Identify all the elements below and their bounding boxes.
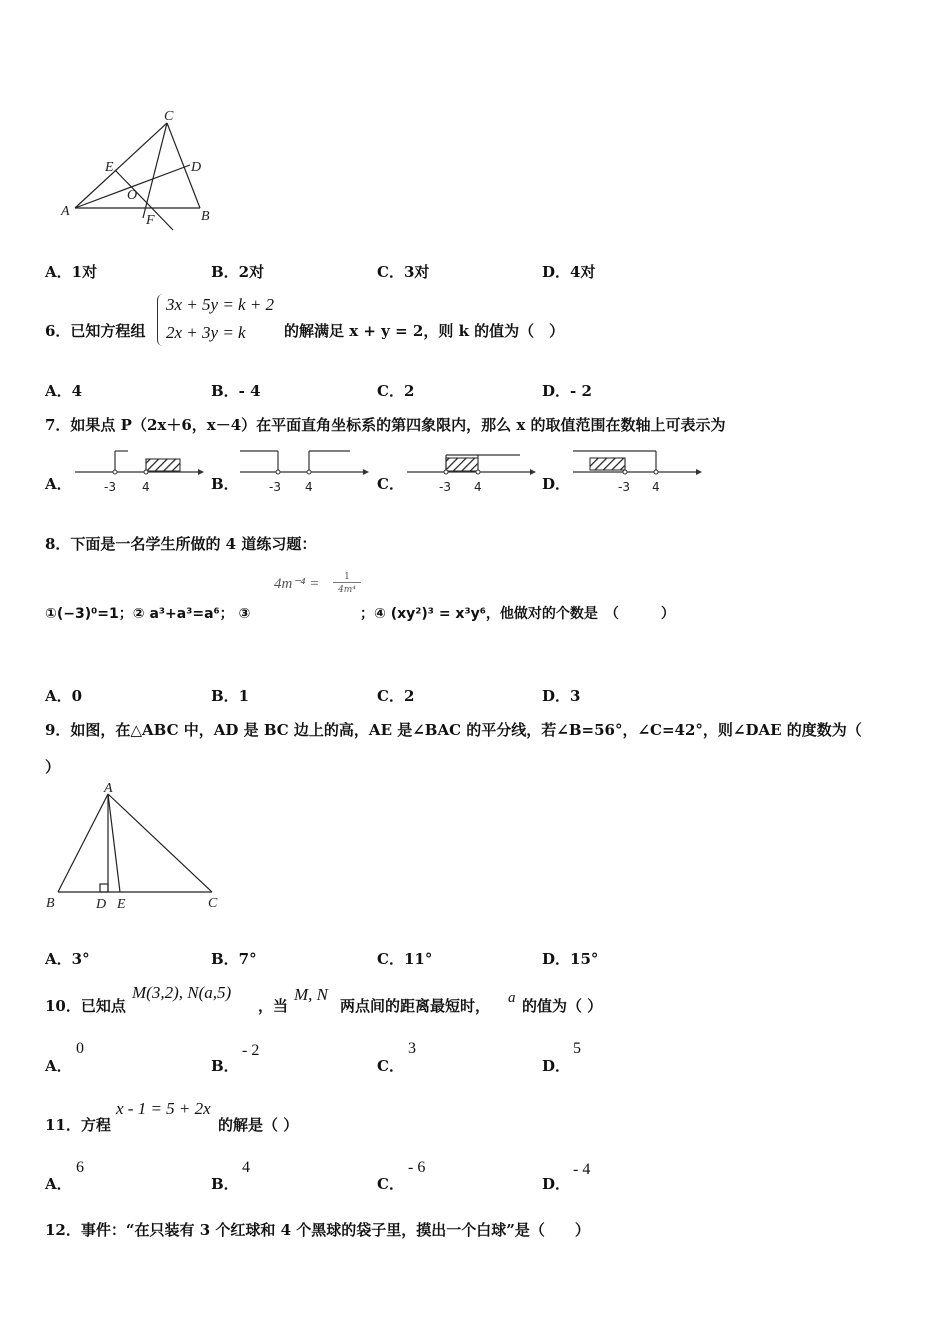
q9-stem-line-1: 9．如图，在△ABC 中，AD 是 BC 边上的高，AE 是∠BAC 的平分线，若∠B=56°，∠C=42°，则∠DAE 的度数为（	[45, 721, 862, 739]
q10-mn: M, N	[294, 985, 328, 1004]
number-line-d[interactable]	[568, 445, 703, 497]
q11-stem-suffix: 的解是（ ）	[218, 1116, 299, 1134]
q10-stem-prefix: 10．已知点	[45, 997, 126, 1015]
q10-points: M(3,2), N(a,5)	[132, 983, 232, 1002]
q10-option-d-letter[interactable]: D．	[542, 1057, 571, 1075]
q6-option-b[interactable]: B．- 4	[211, 382, 261, 400]
q6-brace	[157, 294, 164, 346]
tick-label-4: 4	[652, 480, 660, 494]
fig-label-d: D	[191, 160, 202, 175]
q10-a-var: a	[508, 990, 516, 1006]
q6-stem-suffix: 的解满足 x + y = 2，则 k 的值为（ ）	[284, 322, 565, 340]
q10-option-c-value: 3	[408, 1040, 416, 1057]
q6-equation-1: 3x + 5y = k + 2	[166, 295, 275, 314]
q8-items-2: ；④ (xy²)³ = x³y⁶，他做对的个数是 （ ）	[360, 606, 675, 622]
tick-label-neg3: -3	[618, 480, 630, 494]
q10-stem-suffix-1: 两点间的距离最短时，	[340, 997, 491, 1015]
q9-option-c[interactable]: C．11°	[377, 950, 433, 968]
tick-label-neg3: -3	[269, 480, 281, 494]
number-line-a[interactable]	[70, 445, 205, 497]
q9-option-b[interactable]: B．7°	[211, 950, 257, 968]
q8-items: ①(−3)⁰=1；② a³+a³=a⁶； ③	[45, 606, 251, 622]
q10-option-d-value: 5	[573, 1040, 581, 1057]
tick-label-4: 4	[305, 480, 313, 494]
q10-option-a-letter[interactable]: A．	[45, 1057, 72, 1075]
q11-option-b-letter[interactable]: B．	[211, 1175, 239, 1193]
q6-option-c[interactable]: C．2	[377, 382, 415, 400]
q10-stem-suffix-2: 的值为（ ）	[522, 997, 603, 1015]
q7-option-b-letter[interactable]: B．	[211, 475, 239, 493]
q7-option-d-letter[interactable]: D．	[542, 475, 571, 493]
q10-option-b-letter[interactable]: B．	[211, 1057, 239, 1075]
triangle-figure-q9	[40, 780, 230, 915]
q9-stem-line-2: ）	[45, 758, 61, 776]
q10-stem-mid: ，当	[258, 997, 289, 1015]
q7-option-c-letter[interactable]: C．	[377, 475, 404, 493]
q11-option-c-value: - 6	[408, 1159, 426, 1176]
q10-option-c-letter[interactable]: C．	[377, 1057, 404, 1075]
q8-option-a[interactable]: A．0	[45, 687, 83, 705]
q10-option-b-value: - 2	[242, 1042, 260, 1059]
fig-label-a: A	[61, 204, 70, 219]
q11-option-a-value: 6	[76, 1159, 84, 1176]
q8-formula-denominator: 4m⁴	[338, 585, 356, 595]
q8-formula-left: 4m⁻⁴ =	[274, 576, 320, 592]
q8-option-d[interactable]: D．3	[542, 687, 581, 705]
tick-label-4: 4	[474, 480, 482, 494]
number-line-c[interactable]	[402, 445, 537, 497]
tick-label-neg3: -3	[439, 480, 451, 494]
q8-stem: 8．下面是一名学生所做的 4 道练习题：	[45, 535, 317, 553]
q10-option-a-value: 0	[76, 1040, 84, 1057]
q11-equation: x - 1 = 5 + 2x	[116, 1099, 211, 1118]
fig-label-b: B	[201, 209, 210, 224]
triangle-figure-q5	[55, 105, 235, 235]
q12-stem: 12．事件：“在只装有 3 个红球和 4 个黑球的袋子里，摸出一个白球”是（ ）	[45, 1221, 590, 1239]
q11-option-b-value: 4	[242, 1159, 250, 1176]
q11-option-d-value: - 4	[573, 1161, 591, 1178]
fig-label-e: E	[105, 160, 114, 175]
q7-option-a-letter[interactable]: A．	[45, 475, 72, 493]
q6-option-a[interactable]: A．4	[45, 382, 83, 400]
q6-equation-2: 2x + 3y = k	[166, 323, 246, 342]
fig-label-c: C	[208, 896, 218, 911]
q11-option-a-letter[interactable]: A．	[45, 1175, 72, 1193]
q6-option-d[interactable]: D．- 2	[542, 382, 592, 400]
fig-label-b: B	[46, 896, 55, 911]
q7-stem: 7．如果点 P（2x＋6，x－4）在平面直角坐标系的第四象限内，那么 x 的取值范围在数轴上可表示为	[45, 416, 726, 434]
q5-option-a[interactable]: A．1对	[45, 263, 98, 281]
q6-stem-prefix: 6．已知方程组	[45, 322, 146, 340]
q11-stem-prefix: 11．方程	[45, 1116, 111, 1134]
q8-option-b[interactable]: B．1	[211, 687, 250, 705]
q5-option-b[interactable]: B．2对	[211, 263, 265, 281]
fig-label-c: C	[164, 109, 174, 124]
q8-formula-numerator: 1	[333, 572, 361, 583]
q8-option-c[interactable]: C．2	[377, 687, 415, 705]
q11-option-d-letter[interactable]: D．	[542, 1175, 571, 1193]
tick-label-neg3: -3	[104, 480, 116, 494]
q9-option-d[interactable]: D．15°	[542, 950, 599, 968]
number-line-b[interactable]	[235, 445, 370, 497]
fig-label-o: O	[127, 188, 138, 203]
q9-option-a[interactable]: A．3°	[45, 950, 90, 968]
q11-option-c-letter[interactable]: C．	[377, 1175, 404, 1193]
fig-label-f: F	[146, 213, 155, 228]
fig-label-d: D	[96, 897, 107, 912]
fig-label-a: A	[104, 781, 113, 796]
q5-option-c[interactable]: C．3对	[377, 263, 430, 281]
q5-option-d[interactable]: D．4对	[542, 263, 596, 281]
fig-label-e: E	[117, 897, 126, 912]
tick-label-4: 4	[142, 480, 150, 494]
